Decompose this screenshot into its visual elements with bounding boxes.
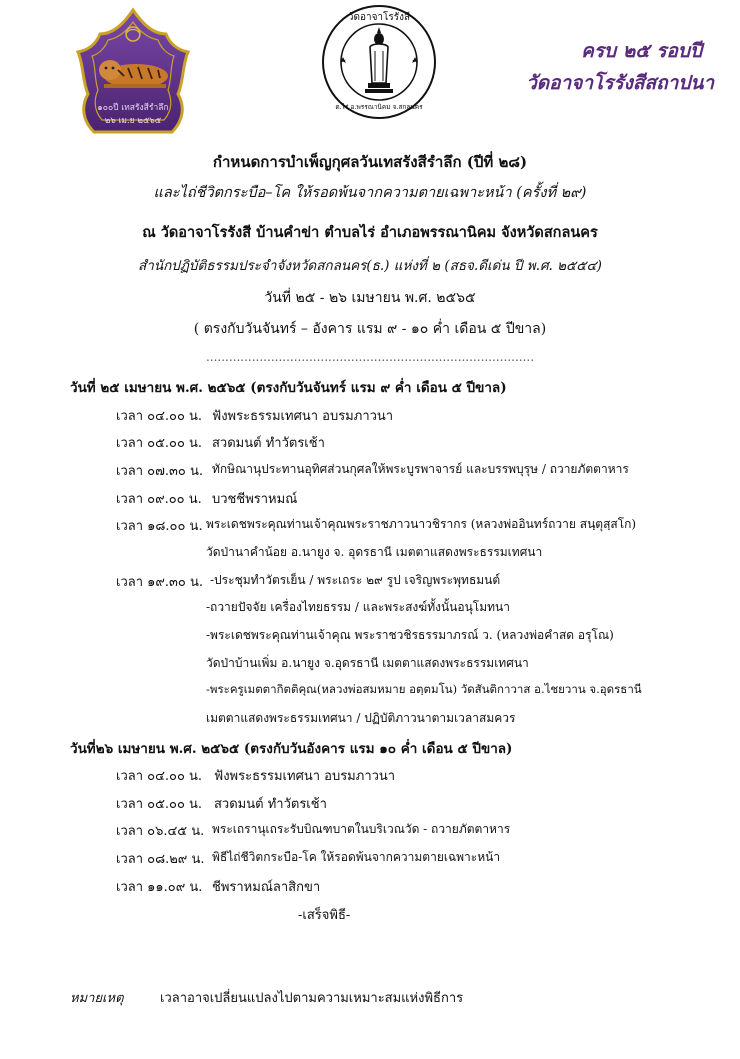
- day2-row-4-text: พิธีไถ่ชีวิตกระบือ-โค ให้รอดพ้นจากความตายเฉพาะหน้า: [212, 850, 501, 864]
- day2-row-5-time: เวลา ๑๑.๐๙ น.: [116, 880, 203, 895]
- day1-evening-line-3: -พระเดชพระคุณท่านเจ้าคุณ พระราชวชิรธรรมาภรณ์ ว. (หลวงพ่อคำสด อรุโณ): [206, 628, 614, 642]
- day1-evening-time: เวลา ๑๙.๓๐ น.: [116, 575, 204, 590]
- day2-row-5-text: ชีพราหมณ์ลาสิกขา: [212, 880, 321, 895]
- day2-row-2-time: เวลา ๐๕.๐๐ น.: [116, 797, 203, 812]
- day1-row-1-time: เวลา ๐๔.๐๐ น.: [116, 409, 203, 424]
- emblem-caption-2: ๒๖ เม.ย ๒๕๖๕: [104, 116, 162, 126]
- day1-row-3-time: เวลา ๐๗.๓๐ น.: [116, 464, 203, 479]
- day2-row-4-time: เวลา ๐๘.๒๙ น.: [116, 852, 205, 867]
- day1-evening-line-5: -พระครูเมตตากิตติคุณ(หลวงพ่อสมหมาย อตฺตมโน) วัดสันติกาวาส อ.ไชยวาน จ.อุดรธานี: [206, 682, 642, 696]
- temple-seal-icon: [320, 3, 438, 121]
- title-line-4: สำนักปฏิบัติธรรมประจำจังหวัดสกลนคร(ธ.) แห่งที่ ๒ (สธจ.ดีเด่น ปี พ.ศ. ๒๕๕๔): [138, 258, 602, 274]
- anniversary-line-1: ครบ ๒๕ รอบปี: [581, 40, 702, 62]
- day1-evening-line-1: -ประชุมทำวัตรเย็น / พระเถระ ๒๙ รูป เจริญพระพุทธมนต์: [210, 573, 501, 587]
- title-line-2: และไถ่ชีวิตกระบือ–โค ให้รอดพ้นจากความตายเฉพาะหน้า (ครั้งที่ ๒๙): [153, 185, 587, 201]
- day1-row-3-text: ทักษิณานุประทานอุทิศส่วนกุศลให้พระบูรพาจารย์ และบรรพบุรุษ / ถวายภัตตาหาร: [212, 462, 629, 476]
- day1-row-1-text: ฟังพระธรรมเทศนา อบรมภาวนา: [212, 409, 394, 424]
- lotus-tiger-emblem-icon: [74, 4, 192, 144]
- seal-bottom-text: ต.ไร่ อ.พรรณานิคม จ.สกลนคร: [335, 103, 423, 111]
- note-text: เวลาอาจเปลี่ยนแปลงไปตามความเหมาะสมแห่งพิธีการ: [160, 991, 464, 1006]
- day1-evening-line-6: เมตตาแสดงพระธรรมเทศนา / ปฏิบัติภาวนาตามเวลาสมควร: [206, 711, 516, 725]
- title-line-1: กำหนดการบำเพ็ญกุศลวันเทสรังสีรำลึก (ปีที่ ๒๘): [212, 153, 528, 171]
- seal-top-text: วัดอาจาโรรังสี: [347, 12, 411, 23]
- day1-row-4-time: เวลา ๐๙.๐๐ น.: [116, 492, 202, 507]
- day2-row-2-text: สวดมนต์ ทำวัตรเช้า: [214, 797, 327, 812]
- day2-heading: วันที่๒๖ เมษายน พ.ศ. ๒๕๖๕ (ตรงกับวันอังคาร แรม ๑๐ ค่ำ เดือน ๕ ปีขาล): [70, 741, 513, 757]
- day2-row-1-time: เวลา ๐๔.๐๐ น.: [116, 769, 203, 784]
- day1-evening-line-4: วัดป่าบ้านเพิ่ม อ.นายูง จ.อุดรธานี เมตตาแสดงพระธรรมเทศนา: [206, 656, 529, 670]
- day1-evening-line-2: -ถวายปัจจัย เครื่องไทยธรรม / และพระสงฆ์ทั้งนั้นอนุโมทนา: [206, 600, 510, 614]
- ceremony-end: -เสร็จพิธี-: [298, 908, 351, 923]
- anniversary-line-2: วัดอาจาโรรังสีสถาปนา: [526, 72, 714, 94]
- day2-row-1-text: ฟังพระธรรมเทศนา อบรมภาวนา: [214, 769, 396, 784]
- day1-row-2-text: สวดมนต์ ทำวัตรเช้า: [212, 436, 325, 451]
- day2-row-3-text: พระเถรานุเถระรับบิณฑบาตในบริเวณวัด - ถวายภัตตาหาร: [212, 822, 511, 836]
- day1-row-4-text: บวชชีพราหมณ์: [212, 492, 298, 507]
- day1-heading: วันที่ ๒๕ เมษายน พ.ศ. ๒๕๖๕ (ตรงกับวันจันทร์ แรม ๙ ค่ำ เดือน ๕ ปีขาล): [70, 380, 507, 396]
- day1-row-5-time: เวลา ๑๘.๐๐ น.: [116, 519, 203, 534]
- day1-row-5-text: พระเดชพระคุณท่านเจ้าคุณพระราชภาวนาวชิรากร (หลวงพ่ออินทร์ถวาย สนฺตุสฺสโก): [206, 517, 637, 531]
- note-label: หมายเหตุ: [70, 991, 124, 1006]
- day2-row-3-time: เวลา ๐๖.๔๕ น.: [116, 824, 205, 839]
- day1-row-5-text-cont: วัดป่านาคำน้อย อ.นายูง จ. อุดรธานี เมตตาแสดงพระธรรมเทศนา: [206, 545, 543, 559]
- emblem-caption-1: ๑๐๐ปี เทสรังสีรำลึก: [97, 103, 169, 113]
- day1-row-2-time: เวลา ๐๕.๐๐ น.: [116, 436, 203, 451]
- title-line-5: วันที่ ๒๕ - ๒๖ เมษายน พ.ศ. ๒๕๖๕: [264, 290, 476, 306]
- title-line-3: ณ วัดอาจาโรรังสี บ้านคำข่า ตำบลไร่ อำเภอพรรณานิคม จังหวัดสกลนคร: [142, 224, 598, 241]
- title-line-6: ( ตรงกับวันจันทร์ – อังคาร แรม ๙ - ๑๐ ค่ำ เดือน ๕ ปีขาล): [193, 321, 547, 337]
- divider: ......................................................................................: [205, 350, 535, 364]
